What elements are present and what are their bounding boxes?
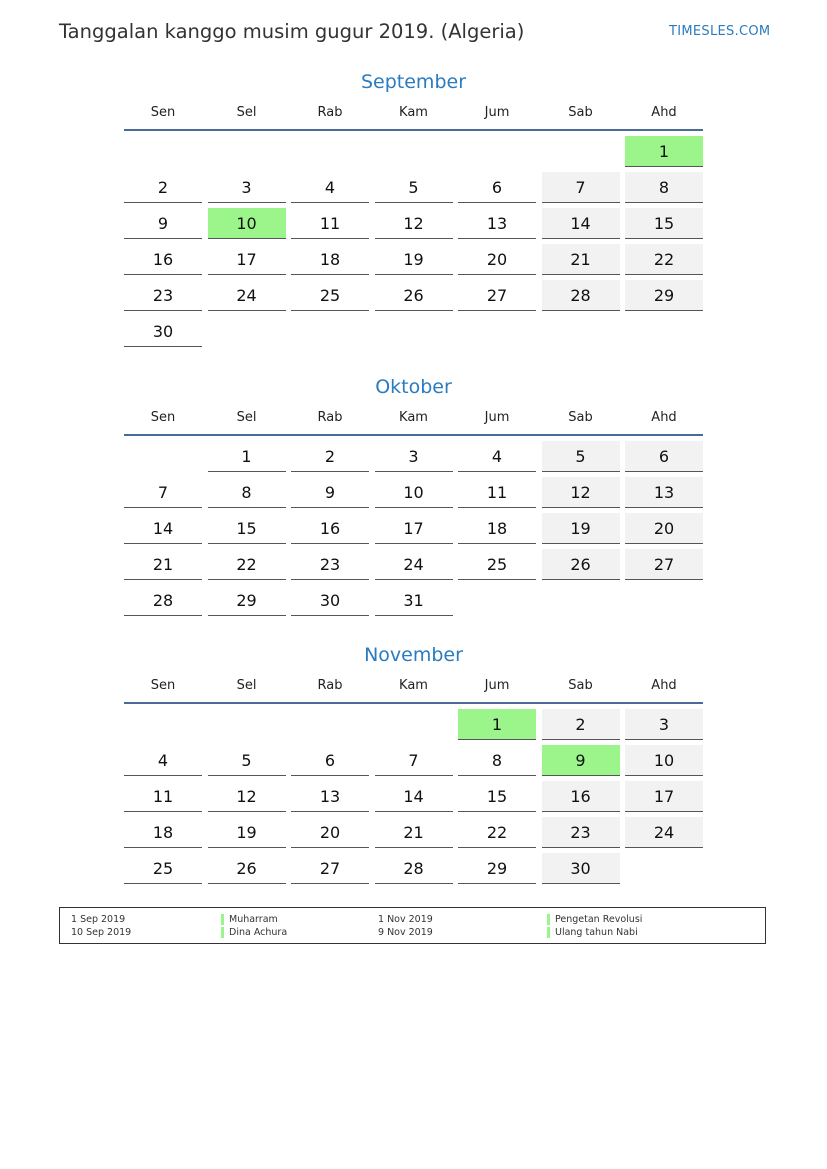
day-cell: 19 <box>542 513 620 544</box>
day-cell: 24 <box>208 280 286 311</box>
day-cell: 19 <box>208 817 286 848</box>
day-cell: 11 <box>291 208 369 239</box>
month-november <box>124 641 703 889</box>
day-cell: 18 <box>291 244 369 275</box>
day-cell: 11 <box>458 477 536 508</box>
day-cell: 20 <box>291 817 369 848</box>
day-cell: 15 <box>208 513 286 544</box>
empty-cell <box>542 136 620 167</box>
day-cell: 2 <box>542 709 620 740</box>
day-cell: 24 <box>625 817 703 848</box>
empty-cell <box>625 853 703 884</box>
empty-cell <box>458 316 536 347</box>
day-cell: 30 <box>291 585 369 616</box>
month-grid <box>124 704 703 889</box>
week-row <box>124 136 703 172</box>
day-cell: 27 <box>291 853 369 884</box>
week-row <box>124 244 703 280</box>
week-row <box>124 781 703 817</box>
weekday-label: Jum <box>484 678 510 693</box>
day-cell: 13 <box>291 781 369 812</box>
day-cell: 17 <box>208 244 286 275</box>
day-cell: 28 <box>375 853 453 884</box>
day-cell: 6 <box>625 441 703 472</box>
day-cell: 14 <box>542 208 620 239</box>
weekday-label: Rab <box>317 678 343 693</box>
day-cell: 28 <box>124 585 202 616</box>
weekday-label: Rab <box>317 410 343 425</box>
empty-cell <box>291 316 369 347</box>
month-grid <box>124 436 703 621</box>
day-cell: 14 <box>124 513 202 544</box>
weekday-header <box>124 96 703 129</box>
day-cell: 14 <box>375 781 453 812</box>
month-title: September <box>360 71 467 93</box>
week-row <box>124 745 703 781</box>
empty-cell <box>208 709 286 740</box>
day-cell: 1 <box>208 441 286 472</box>
day-cell: 17 <box>375 513 453 544</box>
page-title: Tanggalan kanggo musim gugur 2019. (Algeria) <box>59 20 525 43</box>
day-cell: 10 <box>375 477 453 508</box>
holiday-color-marker <box>221 914 224 925</box>
day-cell: 15 <box>458 781 536 812</box>
weekday-label: Sen <box>150 678 176 693</box>
empty-cell <box>625 585 703 616</box>
weekday-label: Jum <box>484 105 510 120</box>
day-cell: 23 <box>542 817 620 848</box>
legend-date: 9 Nov 2019 <box>378 927 433 938</box>
day-cell: 7 <box>542 172 620 203</box>
empty-cell <box>208 136 286 167</box>
legend-date: 1 Sep 2019 <box>71 914 126 925</box>
day-cell: 30 <box>124 316 202 347</box>
day-cell: 13 <box>625 477 703 508</box>
legend-date: 10 Sep 2019 <box>71 927 132 938</box>
day-cell: 20 <box>458 244 536 275</box>
empty-cell <box>291 136 369 167</box>
day-cell: 12 <box>208 781 286 812</box>
week-row <box>124 585 703 621</box>
empty-cell <box>458 136 536 167</box>
day-cell: 12 <box>542 477 620 508</box>
holiday-color-marker <box>547 927 550 938</box>
day-cell: 1 <box>625 136 703 167</box>
month-title: November <box>364 644 463 666</box>
legend-holiday-name: Pengetan Revolusi <box>555 914 643 925</box>
weekday-label: Sab <box>568 410 593 425</box>
day-cell: 22 <box>625 244 703 275</box>
weekday-label: Kam <box>399 678 428 693</box>
day-cell: 5 <box>375 172 453 203</box>
week-row <box>124 316 703 352</box>
day-cell: 20 <box>625 513 703 544</box>
day-cell: 7 <box>375 745 453 776</box>
weekday-label: Kam <box>399 410 428 425</box>
day-cell: 13 <box>458 208 536 239</box>
day-cell: 10 <box>625 745 703 776</box>
day-cell: 10 <box>208 208 286 239</box>
day-cell: 28 <box>542 280 620 311</box>
empty-cell <box>291 709 369 740</box>
empty-cell <box>375 316 453 347</box>
week-row <box>124 853 703 889</box>
day-cell: 26 <box>375 280 453 311</box>
legend-holiday-name: Muharram <box>229 914 278 925</box>
empty-cell <box>124 441 202 472</box>
week-row <box>124 172 703 208</box>
day-cell: 23 <box>124 280 202 311</box>
weekday-label: Sel <box>236 410 257 425</box>
day-cell: 8 <box>625 172 703 203</box>
empty-cell <box>208 316 286 347</box>
weekday-header <box>124 669 703 702</box>
empty-cell <box>375 136 453 167</box>
day-cell: 6 <box>458 172 536 203</box>
weekday-label: Sen <box>150 105 176 120</box>
day-cell: 12 <box>375 208 453 239</box>
day-cell: 3 <box>375 441 453 472</box>
day-cell: 16 <box>124 244 202 275</box>
day-cell: 11 <box>124 781 202 812</box>
day-cell: 9 <box>124 208 202 239</box>
day-cell: 1 <box>458 709 536 740</box>
day-cell: 22 <box>458 817 536 848</box>
month-title: Oktober <box>375 376 452 398</box>
week-row <box>124 477 703 513</box>
day-cell: 21 <box>375 817 453 848</box>
day-cell: 5 <box>542 441 620 472</box>
day-cell: 25 <box>124 853 202 884</box>
day-cell: 4 <box>458 441 536 472</box>
day-cell: 27 <box>458 280 536 311</box>
day-cell: 29 <box>208 585 286 616</box>
legend-date: 1 Nov 2019 <box>378 914 433 925</box>
day-cell: 9 <box>542 745 620 776</box>
day-cell: 29 <box>458 853 536 884</box>
day-cell: 26 <box>542 549 620 580</box>
week-row <box>124 280 703 316</box>
day-cell: 9 <box>291 477 369 508</box>
weekday-label: Sen <box>150 410 176 425</box>
day-cell: 7 <box>124 477 202 508</box>
holiday-color-marker <box>221 927 224 938</box>
weekday-label: Kam <box>399 105 428 120</box>
empty-cell <box>124 136 202 167</box>
day-cell: 4 <box>124 745 202 776</box>
empty-cell <box>542 316 620 347</box>
weekday-header <box>124 401 703 434</box>
empty-cell <box>124 709 202 740</box>
day-cell: 8 <box>208 477 286 508</box>
day-cell: 15 <box>625 208 703 239</box>
empty-cell <box>542 585 620 616</box>
day-cell: 26 <box>208 853 286 884</box>
weekday-label: Rab <box>317 105 343 120</box>
legend-holiday-name: Ulang tahun Nabi <box>555 927 638 938</box>
weekday-label: Sel <box>236 678 257 693</box>
week-row <box>124 441 703 477</box>
day-cell: 2 <box>124 172 202 203</box>
weekday-label: Ahd <box>651 410 677 425</box>
day-cell: 3 <box>208 172 286 203</box>
day-cell: 18 <box>124 817 202 848</box>
day-cell: 30 <box>542 853 620 884</box>
day-cell: 22 <box>208 549 286 580</box>
month-oktober <box>124 373 703 621</box>
week-row <box>124 513 703 549</box>
empty-cell <box>375 709 453 740</box>
day-cell: 19 <box>375 244 453 275</box>
empty-cell <box>458 585 536 616</box>
weekday-label: Sab <box>568 105 593 120</box>
day-cell: 8 <box>458 745 536 776</box>
day-cell: 3 <box>625 709 703 740</box>
weekday-label: Sel <box>236 105 257 120</box>
day-cell: 2 <box>291 441 369 472</box>
legend-holiday-name: Dina Achura <box>229 927 288 938</box>
day-cell: 24 <box>375 549 453 580</box>
day-cell: 6 <box>291 745 369 776</box>
month-grid <box>124 131 703 352</box>
weekday-label: Jum <box>484 410 510 425</box>
brand-link[interactable]: TIMESLES.COM <box>669 24 771 39</box>
week-row <box>124 709 703 745</box>
day-cell: 17 <box>625 781 703 812</box>
day-cell: 16 <box>291 513 369 544</box>
day-cell: 5 <box>208 745 286 776</box>
day-cell: 29 <box>625 280 703 311</box>
week-row <box>124 549 703 585</box>
weekday-label: Ahd <box>651 678 677 693</box>
day-cell: 25 <box>291 280 369 311</box>
day-cell: 21 <box>124 549 202 580</box>
weekday-label: Sab <box>568 678 593 693</box>
day-cell: 16 <box>542 781 620 812</box>
day-cell: 27 <box>625 549 703 580</box>
day-cell: 4 <box>291 172 369 203</box>
month-september <box>124 68 703 352</box>
empty-cell <box>625 316 703 347</box>
day-cell: 23 <box>291 549 369 580</box>
day-cell: 31 <box>375 585 453 616</box>
week-row <box>124 208 703 244</box>
week-row <box>124 817 703 853</box>
holiday-color-marker <box>547 914 550 925</box>
holiday-legend <box>59 907 766 944</box>
day-cell: 25 <box>458 549 536 580</box>
day-cell: 21 <box>542 244 620 275</box>
day-cell: 18 <box>458 513 536 544</box>
weekday-label: Ahd <box>651 105 677 120</box>
